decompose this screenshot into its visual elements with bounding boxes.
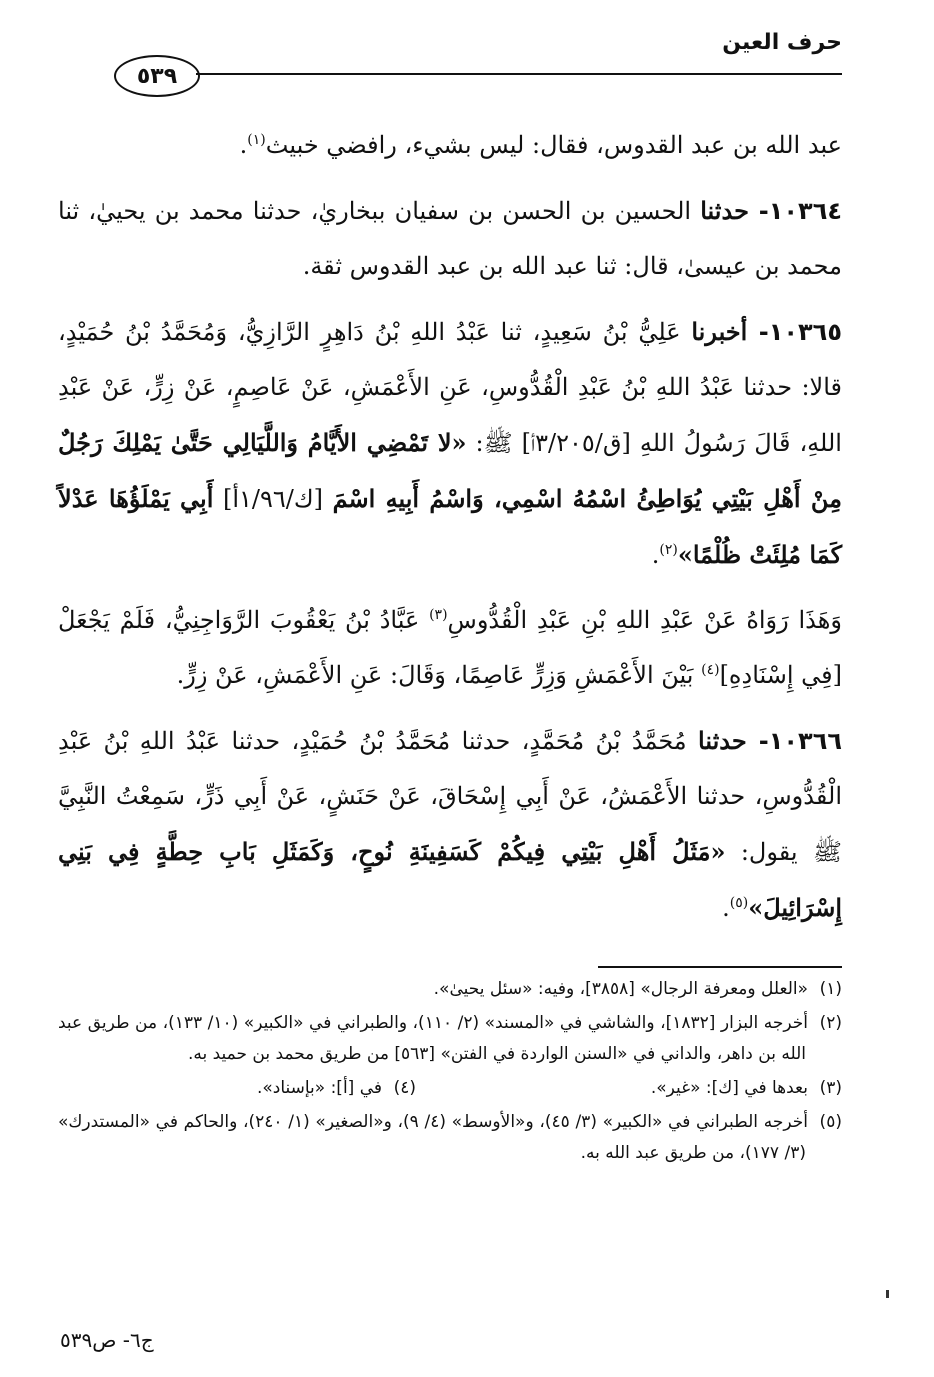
page-number-oval bbox=[114, 55, 200, 97]
transmission-keyword: أخبرنا bbox=[691, 317, 748, 346]
hadith-number: ١٠٣٦٤- bbox=[748, 197, 842, 225]
commentary-paragraph bbox=[58, 593, 842, 703]
footnote-number: (٢) bbox=[819, 1013, 842, 1033]
paragraph-end: . bbox=[651, 541, 660, 569]
paragraph-1 bbox=[58, 118, 842, 173]
footnote-text: أخرجه البزار [١٨٣٢]، والشاشي في «المسند» (٢/ ١١٠)، والطبراني في «الكبير» (١٠/ ١٣٣)، من طريق عبد الله بن داهر، والداني في «السنن الواردة في الفتن» [٥٦٣] من طريق محمد بن حميد به. bbox=[58, 1013, 808, 1064]
running-header-title: حرف العين bbox=[722, 30, 842, 55]
footnote-ref: (١) bbox=[247, 132, 266, 148]
footnote-4 bbox=[257, 1073, 416, 1104]
matn-text: «مَثَلُ أَهْلِ بَيْتِي فِيكُمْ كَسَفِينَةِ نُوحٍ، وَكَمَثَلِ بَابِ حِطَّةٍ فِي بَنِي إِسْرَائِيلَ» bbox=[58, 837, 842, 922]
transmission-keyword: حدثنا bbox=[698, 726, 747, 755]
hadith-number: ١٠٣٦٥- bbox=[747, 318, 842, 346]
hadith-10364 bbox=[58, 183, 842, 294]
volume-page-reference: ج٦- ص٥٣٩ bbox=[60, 1328, 154, 1352]
footnote-number: (٣) bbox=[819, 1078, 842, 1098]
commentary-text: وَهَذَا رَوَاهُ عَنْ عَبْدِ اللهِ بْنِ عَبْدِ الْقُدُّوسِ bbox=[447, 606, 842, 634]
print-mark bbox=[886, 1290, 889, 1298]
commentary-text-3: بَيْنَ الأَعْمَشِ وَزِرٍّ عَاصِمًا، وَقَالَ: عَنِ الأَعْمَشِ، عَنْ زِرٍّ. bbox=[176, 661, 702, 689]
footnote-separator bbox=[598, 966, 842, 968]
footnote-2 bbox=[58, 1008, 842, 1070]
footnote-number: (١) bbox=[819, 979, 842, 999]
paragraph-end: . bbox=[239, 131, 248, 159]
manuscript-ref: [ك/١/٩٦أ] bbox=[213, 485, 333, 513]
footnote-1 bbox=[58, 974, 842, 1005]
hadith-number: ١٠٣٦٦- bbox=[746, 727, 842, 755]
transmission-keyword: حدثنا bbox=[700, 196, 749, 225]
footnote-5 bbox=[58, 1107, 842, 1169]
paragraph-text: عبد الله بن عبد القدوس، فقال: ليس بشيء، رافضي خبيث bbox=[265, 131, 842, 159]
matn-text: «لا تَمْضِي الأَيَّامُ وَاللَّيَالِي حَتَّىٰ يَمْلِكَ رَجُلٌ مِنْ أَهْلِ بَيْتِي يُوَاطِئُ اسْمُهُ اسْمِي، وَاسْمُ أَبِيهِ اسْمَ bbox=[58, 428, 842, 513]
page-number: ٥٣٩ bbox=[136, 63, 178, 89]
footnote-ref: (٤) bbox=[701, 662, 720, 678]
footnote-row-3-4 bbox=[58, 1073, 842, 1107]
footnote-number: (٤) bbox=[393, 1078, 416, 1098]
main-text bbox=[58, 118, 842, 946]
commentary-text-2: عَبَّادُ بْنُ يَعْقُوبَ الرَّوَاجِنِيُّ، فَلَمْ يَجْعَلْ [فِي إِسْنَادِهِ] bbox=[58, 606, 842, 689]
footnote-text: «العلل ومعرفة الرجال» [٣٨٥٨]، وفيه: «سئل يحيىٰ». bbox=[433, 979, 808, 999]
isnad-text: مُحَمَّدُ بْنُ مُحَمَّدٍ، حدثنا مُحَمَّدُ بْنُ حُمَيْدٍ، حدثنا عَبْدُ اللهِ بْنُ عَبْدِ الْقُدُّوسِ، حدثنا الأَعْمَشُ، عَنْ أَبِي إِسْحَاقَ، عَنْ حَنَشٍ، عَنْ أَبِي ذَرٍّ، سَمِعْتُ النَّبِيَّ ﷺ يقول: bbox=[58, 727, 842, 866]
footnote-3 bbox=[416, 1073, 842, 1104]
footnote-text: أخرجه الطبراني في «الكبير» (٣/ ٤٥)، و«الأوسط» (٤/ ٩)، و«الصغير» (١/ ٢٤٠)، والحاكم في «المستدرك» (٣/ ١٧٧)، من طريق عبد الله به. bbox=[58, 1112, 808, 1163]
matn-text-continued: أَبِي يَمْلَؤُهَا عَدْلاً كَمَا مُلِئَتْ ظُلْمًا» bbox=[58, 484, 842, 569]
hadith-10365 bbox=[58, 304, 842, 583]
footnotes bbox=[58, 974, 842, 1172]
footnote-text: بعدها في [ك]: «غير». bbox=[650, 1078, 808, 1098]
header-rule bbox=[196, 73, 842, 75]
footnote-number: (٥) bbox=[819, 1112, 842, 1132]
isnad-text: الحسين بن الحسن بن سفيان ببخاريٰ، حدثنا محمد بن يحييٰ، ثنا محمد بن عيسىٰ، قال: ثنا عبد الله بن عبد القدوس ثقة. bbox=[58, 197, 842, 280]
hadith-10366 bbox=[58, 713, 842, 936]
isnad-text: عَلِيُّ بْنُ سَعِيدٍ، ثنا عَبْدُ اللهِ بْنُ دَاهِرٍ الرَّازِيُّ، وَمُحَمَّدُ بْنُ حُمَيْدٍ، قالا: حدثنا عَبْدُ اللهِ بْنُ عَبْدِ الْقُدُّوسِ، عَنِ الأَعْمَشِ، عَنْ عَاصِمٍ، عَنْ زِرٍّ، عَنْ عَبْدِ اللهِ، قَالَ رَسُولُ اللهِ [ق/٣/٢٠٥أ] ﷺ: bbox=[58, 318, 843, 457]
paragraph-end: . bbox=[722, 894, 730, 922]
footnote-text: في [أ]: «بإسناد». bbox=[256, 1078, 382, 1098]
footnote-ref: (٢) bbox=[659, 542, 678, 558]
footnote-ref: (٥) bbox=[729, 895, 749, 911]
footnote-ref: (٣) bbox=[429, 607, 448, 623]
